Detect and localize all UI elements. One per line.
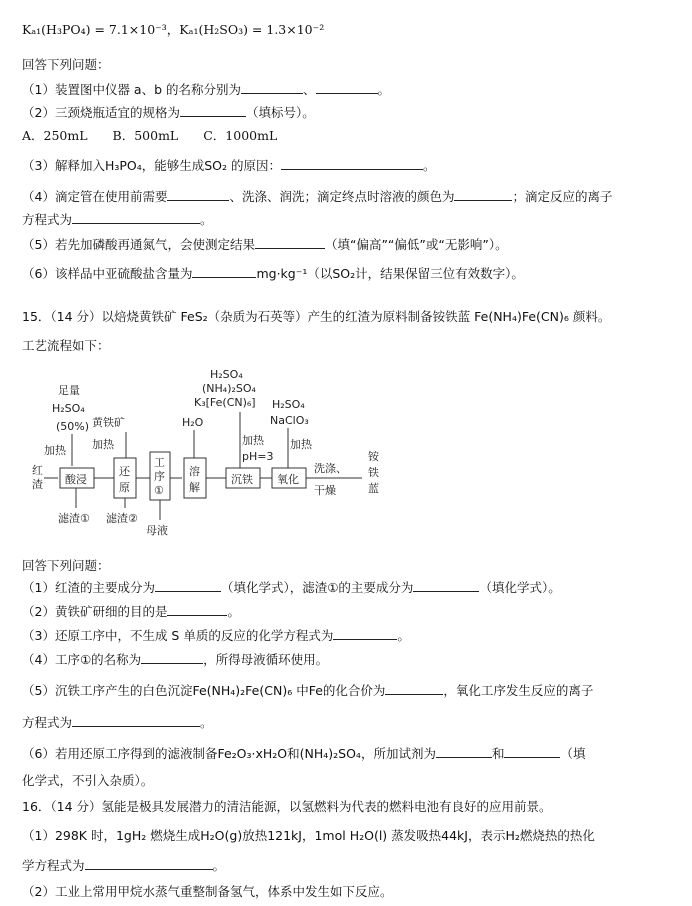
answer-blank[interactable] xyxy=(454,188,512,201)
question-r4: （4）工序①的名称为 ，所得母液循环使用。 xyxy=(22,652,329,667)
flow-step-label: 氧化 xyxy=(277,473,299,486)
flow-heat-label: 加热 xyxy=(290,438,312,451)
flow-step-label: 沉铁 xyxy=(231,473,253,486)
answer-blank[interactable] xyxy=(241,81,303,94)
answer-blank[interactable] xyxy=(85,857,213,870)
flow-input-label: (NH₄)₂SO₄ xyxy=(202,382,256,395)
question-4-cont: 方程式为 。 xyxy=(22,212,213,227)
flow-product: 蓝 xyxy=(368,482,379,495)
answer-blank[interactable] xyxy=(504,745,560,758)
flow-heat-label: 加热 xyxy=(44,444,66,457)
answer-blank[interactable] xyxy=(413,579,479,592)
question-r6: （6）若用还原工序得到的滤液制备Fe₂O₃·xH₂O和(NH₄)₂SO₄，所加试剂为 和 （填 xyxy=(22,746,586,761)
answer-blank[interactable] xyxy=(167,188,229,201)
question-s1-cont: 学方程式为 。 xyxy=(22,858,226,873)
answer-blank[interactable] xyxy=(72,714,200,727)
question-2: （2）三颈烧瓶适宜的规格为 （填标号）。 xyxy=(22,105,315,120)
flow-input-label: NaClO₃ xyxy=(270,414,309,427)
question-2-options: A．250mL B．500mL C．1000mL xyxy=(22,128,278,143)
question-r6-cont: 化学式，不引入杂质）。 xyxy=(22,773,154,788)
question-r3: （3）还原工序中，不生成 S 单质的反应的化学方程式为 。 xyxy=(22,628,410,643)
question-4: （4）滴定管在使用前需要 、洗涤、润洗；滴定终点时溶液的颜色为 ；滴定反应的离子 xyxy=(22,189,613,204)
flow-step-label: 工 xyxy=(154,456,165,469)
question-r2: （2）黄铁矿研细的目的是 。 xyxy=(22,604,240,619)
answer-blank[interactable] xyxy=(255,236,325,249)
flow-caption: 工艺流程如下： xyxy=(22,338,110,353)
flow-start: 红 xyxy=(32,464,43,477)
flow-step-label: 解 xyxy=(189,481,200,494)
flow-step-label: 溶 xyxy=(189,465,200,478)
answer-blank[interactable] xyxy=(316,81,378,94)
question-5: （5）若先加磷酸再通氮气，会使测定结果 （填“偏高”“偏低”或“无影响”）。 xyxy=(22,237,508,252)
flow-wash-label: 洗涤、 xyxy=(314,462,347,475)
flow-product: 铵 xyxy=(368,450,379,463)
answer-blank[interactable] xyxy=(72,211,200,224)
problem-16-intro: 16．（14 分）氢能是极具发展潜力的清洁能源，以氢燃料为代表的燃料电池有良好的应用前景。 xyxy=(22,799,552,814)
flow-step-label: 酸浸 xyxy=(65,473,87,486)
question-s1: （1）298K 时，1gH₂ 燃烧生成H₂O(g)放热121kJ，1mol H₂O(l) 蒸发吸热44kJ，表示H₂燃烧热的热化 xyxy=(22,828,595,843)
question-header: 回答下列问题： xyxy=(22,558,110,573)
question-r1: （1）红渣的主要成分为 （填化学式），滤渣①的主要成分为 （填化学式）。 xyxy=(22,580,561,595)
answer-blank[interactable] xyxy=(333,627,397,640)
flow-input-label: H₂SO₄ xyxy=(272,398,305,411)
question-header: 回答下列问题： xyxy=(22,57,110,72)
flow-input-label: K₃[Fe(CN)₆] xyxy=(194,396,256,409)
answer-blank[interactable] xyxy=(385,682,443,695)
question-6: （6）该样品中亚硫酸盐含量为 mg·kg⁻¹（以SO₂计，结果保留三位有效数字）。 xyxy=(22,266,524,281)
question-3: （3）解释加入H₃PO₄，能够生成SO₂ 的原因： 。 xyxy=(22,158,436,173)
process-flow-diagram xyxy=(22,362,662,552)
flow-input-label: H₂O xyxy=(182,416,204,429)
flow-step-label: ① xyxy=(154,484,164,497)
problem-15-intro: 15．（14 分）以焙烧黄铁矿 FeS₂（杂质为石英等）产生的红渣为原料制备铵铁蓝 Fe(NH₄)Fe(CN)₆ 颜料。 xyxy=(22,309,611,324)
question-1: （1）装置图中仪器 a、b 的名称分别为 、 。 xyxy=(22,82,391,97)
flow-residue: 滤渣① xyxy=(58,512,90,525)
flow-start: 渣 xyxy=(32,478,43,491)
flow-mother-liquor: 母液 xyxy=(146,524,168,537)
answer-blank[interactable] xyxy=(167,603,227,616)
question-r5-cont: 方程式为 。 xyxy=(22,715,213,730)
flow-step-label: 序 xyxy=(154,470,165,483)
flow-input-label: (50%) xyxy=(56,420,90,433)
answer-blank[interactable] xyxy=(281,157,423,170)
flow-step-label: 原 xyxy=(119,481,130,494)
flow-input-label: 黄铁矿 xyxy=(92,416,125,429)
flow-input-label: H₂SO₄ xyxy=(52,402,85,415)
flow-input-label: H₂SO₄ xyxy=(210,368,243,381)
ka-constants: Kₐ₁(H₃PO₄) = 7.1×10⁻³，Kₐ₁(H₂SO₃) = 1.3×10⁻² xyxy=(22,22,325,37)
question-r5: （5）沉铁工序产生的白色沉淀Fe(NH₄)₂Fe(CN)₆ 中Fe的化合价为 ，氧化工序发生反应的离子 xyxy=(22,683,594,698)
flow-input-label: 足量 xyxy=(58,384,80,397)
answer-blank[interactable] xyxy=(141,651,203,664)
flow-heat-label: 加热 xyxy=(242,434,264,447)
answer-blank[interactable] xyxy=(192,265,256,278)
flow-dry-label: 干燥 xyxy=(314,484,336,497)
answer-blank[interactable] xyxy=(436,745,492,758)
flow-ph-label: pH=3 xyxy=(242,450,274,463)
flow-heat-label: 加热 xyxy=(92,438,114,451)
flow-product: 铁 xyxy=(368,466,379,479)
flow-residue: 滤渣② xyxy=(106,512,138,525)
answer-blank[interactable] xyxy=(155,579,221,592)
answer-blank[interactable] xyxy=(180,104,246,117)
question-s2: （2）工业上常用甲烷水蒸气重整制备氢气，体系中发生如下反应。 xyxy=(22,884,393,899)
flow-step-label: 还 xyxy=(119,465,130,478)
